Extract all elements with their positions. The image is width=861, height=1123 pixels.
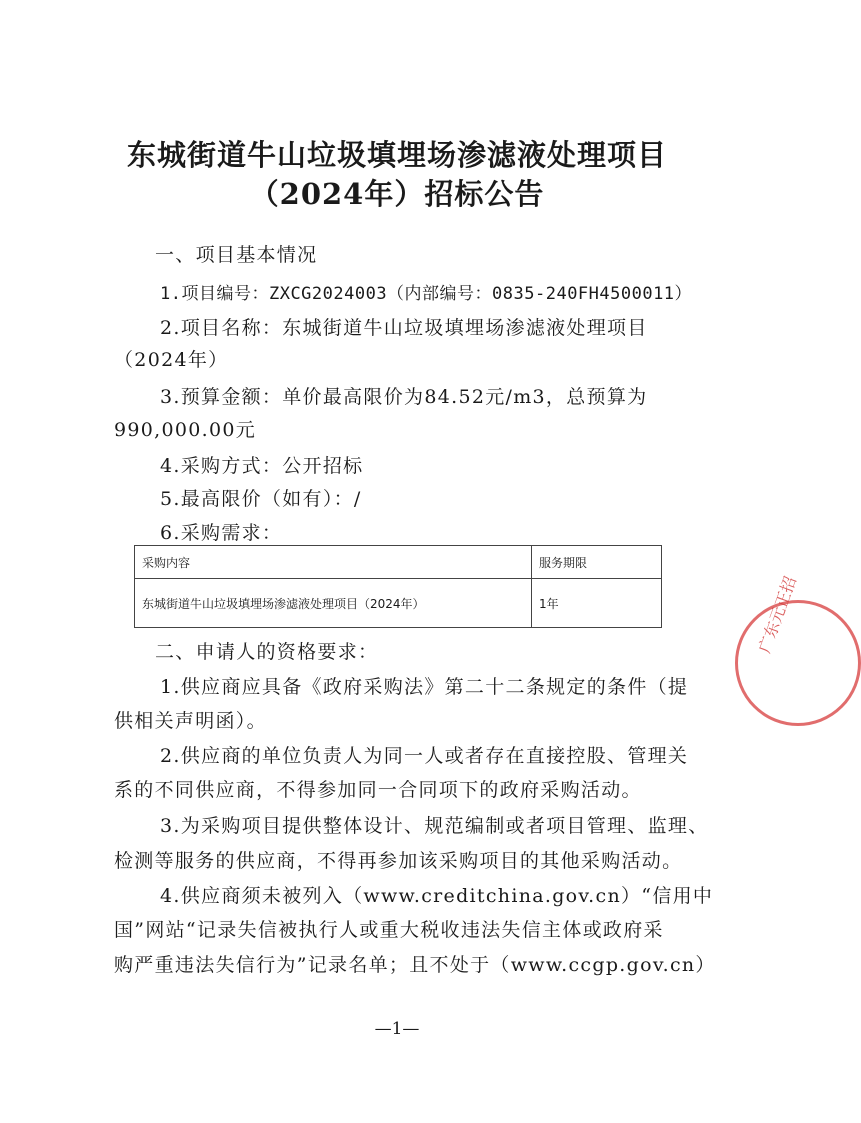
table-header-row <box>135 546 662 579</box>
requirement-4: 4.供应商须未被列入（www.creditchina.gov.cn）“信用中 <box>160 885 714 907</box>
requirement-4-cont1: 国”网站“记录失信被执行人或重大税收违法失信主体或政府采 <box>114 919 664 941</box>
budget-amount-cont: 990,000.00元 <box>114 419 257 441</box>
procurement-demand-label: 6.采购需求： <box>160 522 283 544</box>
project-number: 1.项目编号：ZXCG2024003（内部编号：0835-240FH4500011） <box>160 284 693 304</box>
requirement-3-cont: 检测等服务的供应商，不得再参加该采购项目的其他采购活动。 <box>114 850 683 872</box>
max-price: 5.最高限价（如有）：/ <box>160 488 362 510</box>
requirement-1: 1.供应商应具备《政府采购法》第二十二条规定的条件（提 <box>160 676 689 698</box>
official-seal <box>735 600 861 726</box>
budget-amount: 3.预算金额：单价最高限价为84.52元/m3，总预算为 <box>160 386 648 408</box>
document-title-line2: （2024年）招标公告 <box>249 177 545 211</box>
section2-heading: 二、申请人的资格要求： <box>155 641 379 663</box>
page-number: —1— <box>374 1019 420 1039</box>
requirement-3: 3.为采购项目提供整体设计、规范编制或者项目管理、监理、 <box>160 815 709 837</box>
table-header-content: 采购内容 <box>135 546 532 579</box>
project-name: 2.项目名称：东城街道牛山垃圾填埋场渗滤液处理项目 <box>160 317 648 339</box>
document-title-line1: 东城街道牛山垃圾填埋场渗滤液处理项目 <box>126 138 667 172</box>
procurement-method: 4.采购方式：公开招标 <box>160 455 364 477</box>
table-row <box>135 579 662 628</box>
project-name-cont: （2024年） <box>114 349 229 371</box>
requirement-2-cont: 系的不同供应商，不得参加同一合同项下的政府采购活动。 <box>114 779 642 801</box>
table-cell-content: 东城街道牛山垃圾填埋场渗滤液处理项目（2024年） <box>135 579 532 628</box>
official-seal-text: 广东元正招 <box>754 573 801 656</box>
section1-heading: 一、项目基本情况 <box>155 244 318 266</box>
procurement-table <box>134 545 662 628</box>
requirement-4-cont2: 购严重违法失信行为”记录名单；且不处于（www.ccgp.gov.cn） <box>114 954 716 976</box>
requirement-2: 2.供应商的单位负责人为同一人或者存在直接控股、管理关 <box>160 745 689 767</box>
table-cell-period: 1年 <box>532 579 662 628</box>
table-header-period: 服务期限 <box>532 546 662 579</box>
requirement-1-cont: 供相关声明函）。 <box>114 710 267 732</box>
